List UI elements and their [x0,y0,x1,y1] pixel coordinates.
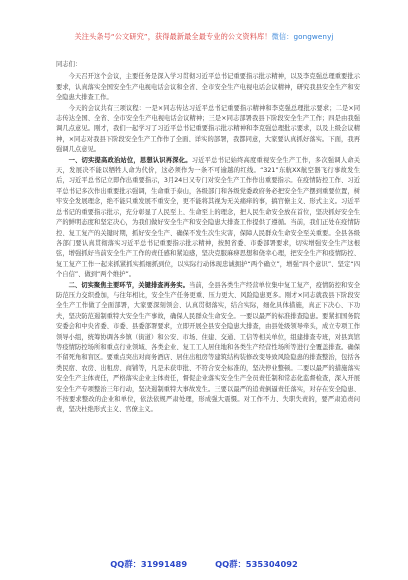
paragraph-intro [56,72,360,103]
section-heading-two: 二、切实聚焦主要环节，关键排查再务实。 [68,281,189,289]
banner-promo-text: 关注头条号“公文研究”，获得最新最全最专业的公文资料库！ [74,32,272,41]
paragraph-text: 当前，全县各类生产经营单位集中复工复产，疫情防控和安全防范压力交织叠加，与往年相比，安全生产任务更重、压力更大、风险隐患更多。刚才×同志就我县下阶段安全生产工作做了全面部署，大家要深刻领会、认真贯彻落实，结合实际，细化具体措施，真正下决心、下功夫，坚决防范遏制重特大安全生产事故，确保人民群众生命安全。一要以最严的标准排查隐患。要紧扣国务院安委会和中央省委、市委、县委部署要求，立即开展全县安全隐患大排查，由县处级领导牵头，成立专项工作领导小组，统筹协调各乡镇（街道）和公安、市场、住建、交通、工信等相关单位，组建排查专班，对县宾馆等疫情防控场所和重点行业领域、各类企业、复工工人居住地和各类生产经营性场所等进行全覆盖排查。确保不留死角和盲区。要重点突出对商务酒店、居住出租房等建筑结构装修改变导致风险隐患的排查整治，包括各类民宿、农房、出租房、商铺等，凡是未获审批、不符合安全标准的，坚决停业整顿。二要以最严的措施落实安全生产主体责任，严格落实企业主体责任，督促企业落实安全生产全员责任制和常态化监督检查，深入开展安全生产专项整治三年行动，坚决遏制重特大事故发生。三要以最严的追责倒逼责任落实，对存在安全隐患、不按要求整改的企业和单位，依法依规严肃处理，形成强大震慑。对工作不力、失职失责的，要严肃追责问责，坚决杜绝形式主义、官僚主义。 [56,281,361,414]
paragraph-text: 今天召开这个会议，主要任务是深入学习贯彻习近平总书记重要指示批示精神，以及李克强总理重要批示要求，认真落实全国安全生产电视电话会议和全省、全市安全生产电视电话会议精神，研究我县安全生产和安全隐患大排查工作。 [56,73,360,102]
paragraph-text: 习近平总书记始终高度重视安全生产工作，多次强调人命关天，发展决不能以牺牲人命为代价，这必须作为一条不可逾越的红线。“321”东航XX航空器飞行事故发生后，习近平总书记立即作出重要指示，3月24日又专门对安全生产工作作出重要指示。在疫情防控工作、习近平总书记多次作出重要批示强调，生命重于泰山，各级部门和各级党委政府务必把安全生产摆到重要位置，树牢安全发展理念，绝不能只重发展不重安全，更不能将其视为无关痛痒的事，搞官僚主义、形式主义。习近平总书记的重要指示批示，充分彰显了人民至上、生命至上的理念，把人民生命安全放在首位，坚决抓好安全生产的鲜明态度和坚定决心，为我们做好安全生产和安全隐患大排查工作提供了遵循。当前，我们正处在疫情防控、复工复产的关键时期，抓好安全生产、确保不发生次生灾害，保障人民群众生命安全至关重要。全县各级各部门要认真贯彻落实习近平总书记重要指示批示精神，按照省委、市委部署要求，切实增强安全生产这根弦，增强抓好当前安全生产工作的责任感和紧迫感，坚决克服麻痹思想和侥幸心理，把安全生产和疫情防控、复工复产工作一起来抓紧抓实抓细抓到位，以实际行动体现忠诚拥护“两个确立”，增强“四个意识”、坚定“四个自信”、做到“两个维护”。 [56,156,361,279]
paragraph-agenda [56,104,360,156]
footer-qq-group-1: QQ群：31991489 [110,559,188,569]
greeting: 同志们： [56,61,82,68]
footer-contact [0,559,408,570]
paragraph-section-one [56,156,360,281]
banner-wechat-id: 微信：gongwenyj [271,32,334,41]
document-body [56,60,360,416]
footer-qq-group-2: QQ群：535304092 [215,559,298,569]
paragraph-section-two [56,281,360,416]
promo-banner [0,32,408,41]
paragraph-text: 今天的会议共有三项议程：一是×同志传达习近平总书记重要指示精神和李克强总理批示要求；二是×同志传达全国、全省、全市安全生产电视电话会议精神；三是×同志部署我县下阶段安全生产工作；四是由我强调几点意见。刚才，我们一起学习了习近平总书记重要指示批示精神和李克强总理批示要求，以及上级会议精神，×同志对我县下阶段安全生产工作作了全面、详实的部署，我都同意，大家要认真抓好落实。下面，我再强调几点意见。 [56,104,360,154]
section-heading-one: 一、切实提高政治站位，思想认识再深化。 [68,156,192,164]
